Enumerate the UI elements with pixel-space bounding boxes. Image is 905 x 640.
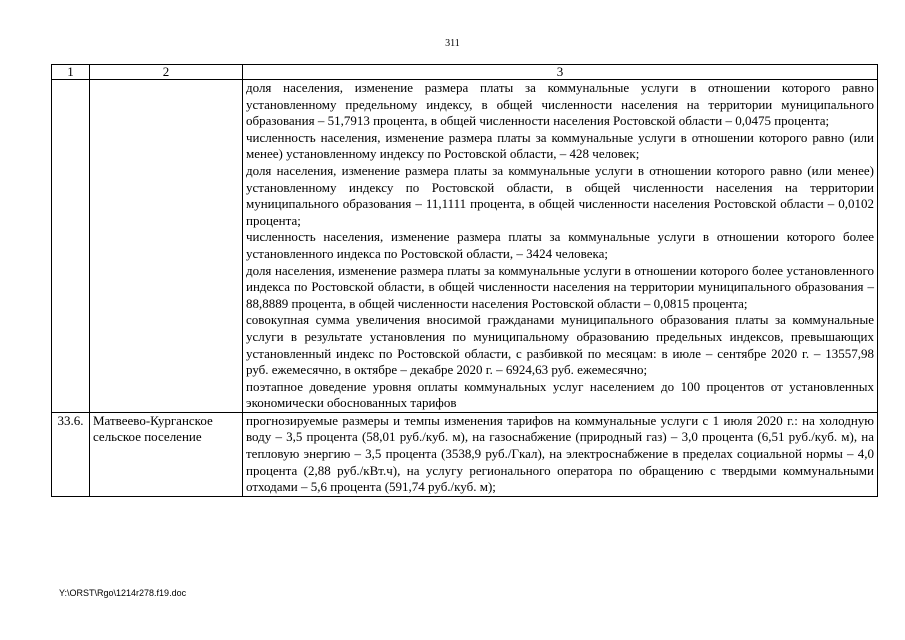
paragraph: численность населения, изменение размера платы за коммунальные услуги в отношении которого более установленного индекса по Ростовской области, – 3424 человека; [246, 229, 874, 261]
paragraph: поэтапное доведение уровня оплаты коммунальных услуг населением до 100 процентов от установленных экономически обоснованных тарифов [246, 378, 874, 411]
settlement-name-cell: Матвеево-Курганское сельское поселение [90, 412, 243, 496]
page-number: 311 [445, 38, 460, 49]
paragraph: доля населения, изменение размера платы за коммунальные услуги в отношении которого равно установленному предельному индексу, в общей численности населения на территории муниципального образования – 51,7913 процента, в общей численности населения Ростовской области – 0,0475 процента; [246, 80, 874, 129]
settlement-name-cell [90, 80, 243, 413]
paragraph: численность населения, изменение размера платы за коммунальные услуги в отношении которого равно (или менее) установленному индексу по Ростовской области, – 428 человек; [246, 129, 874, 162]
row-number-cell [52, 80, 90, 413]
table-row [52, 412, 878, 496]
column-header-3: 3 [243, 65, 878, 80]
column-header-2: 2 [90, 65, 243, 80]
table-header-row [52, 65, 878, 80]
column-header-1: 1 [52, 65, 90, 80]
paragraph: доля населения, изменение размера платы за коммунальные услуги в отношении которого более установленного индекса по Ростовской области, в общей численности населения на территории муниципального образования – 88,8889 процента, в общей численности населения Ростовской области – 0,0815 процента; [246, 262, 874, 311]
description-cell [243, 80, 878, 413]
file-path-footer: Y:\ORST\Rgo\1214r278.f19.doc [59, 588, 187, 598]
row-number-cell: 33.6. [52, 412, 90, 496]
document-table [51, 64, 878, 497]
paragraph: доля населения, изменение размера платы за коммунальные услуги в отношении которого равно (или менее) установленному индексу по Ростовской области, в общей численности населения на территории муниципального образования – 11,1111 процента, в общей численности населения Ростовской области – 0,0102 процента; [246, 162, 874, 228]
description-cell [243, 412, 878, 496]
paragraph: прогнозируемые размеры и темпы изменения тарифов на коммунальные услуги с 1 июля 2020 г.: на холодную воду – 3,5 процента (58,01 руб./куб. м), на газоснабжение (природный газ) – 3,0 процента (6,51 руб./куб. м), на тепловую энергию – 3,5 процента (3538,9 руб./Гкал), на электроснабжение в пределах социальной нормы – 4,0 процента (2,88 руб./кВт.ч), на услугу регионального оператора по обращению с твердыми коммунальными отходами – 5,6 процента (591,74 руб./куб. м); [246, 412, 874, 495]
paragraph: совокупная сумма увеличения вносимой гражданами муниципального образования платы за коммунальные услуги в результате установления по муниципальному образованию предельных индексов, превышающих установленный индекс по Ростовской области, с разбивкой по месяцам: в июле – сентябре 2020 г. – 13557,98 руб. ежемесячно, в октябре – декабре 2020 г. – 6924,63 руб. ежемесячно; [246, 312, 874, 378]
table-row [52, 80, 878, 413]
